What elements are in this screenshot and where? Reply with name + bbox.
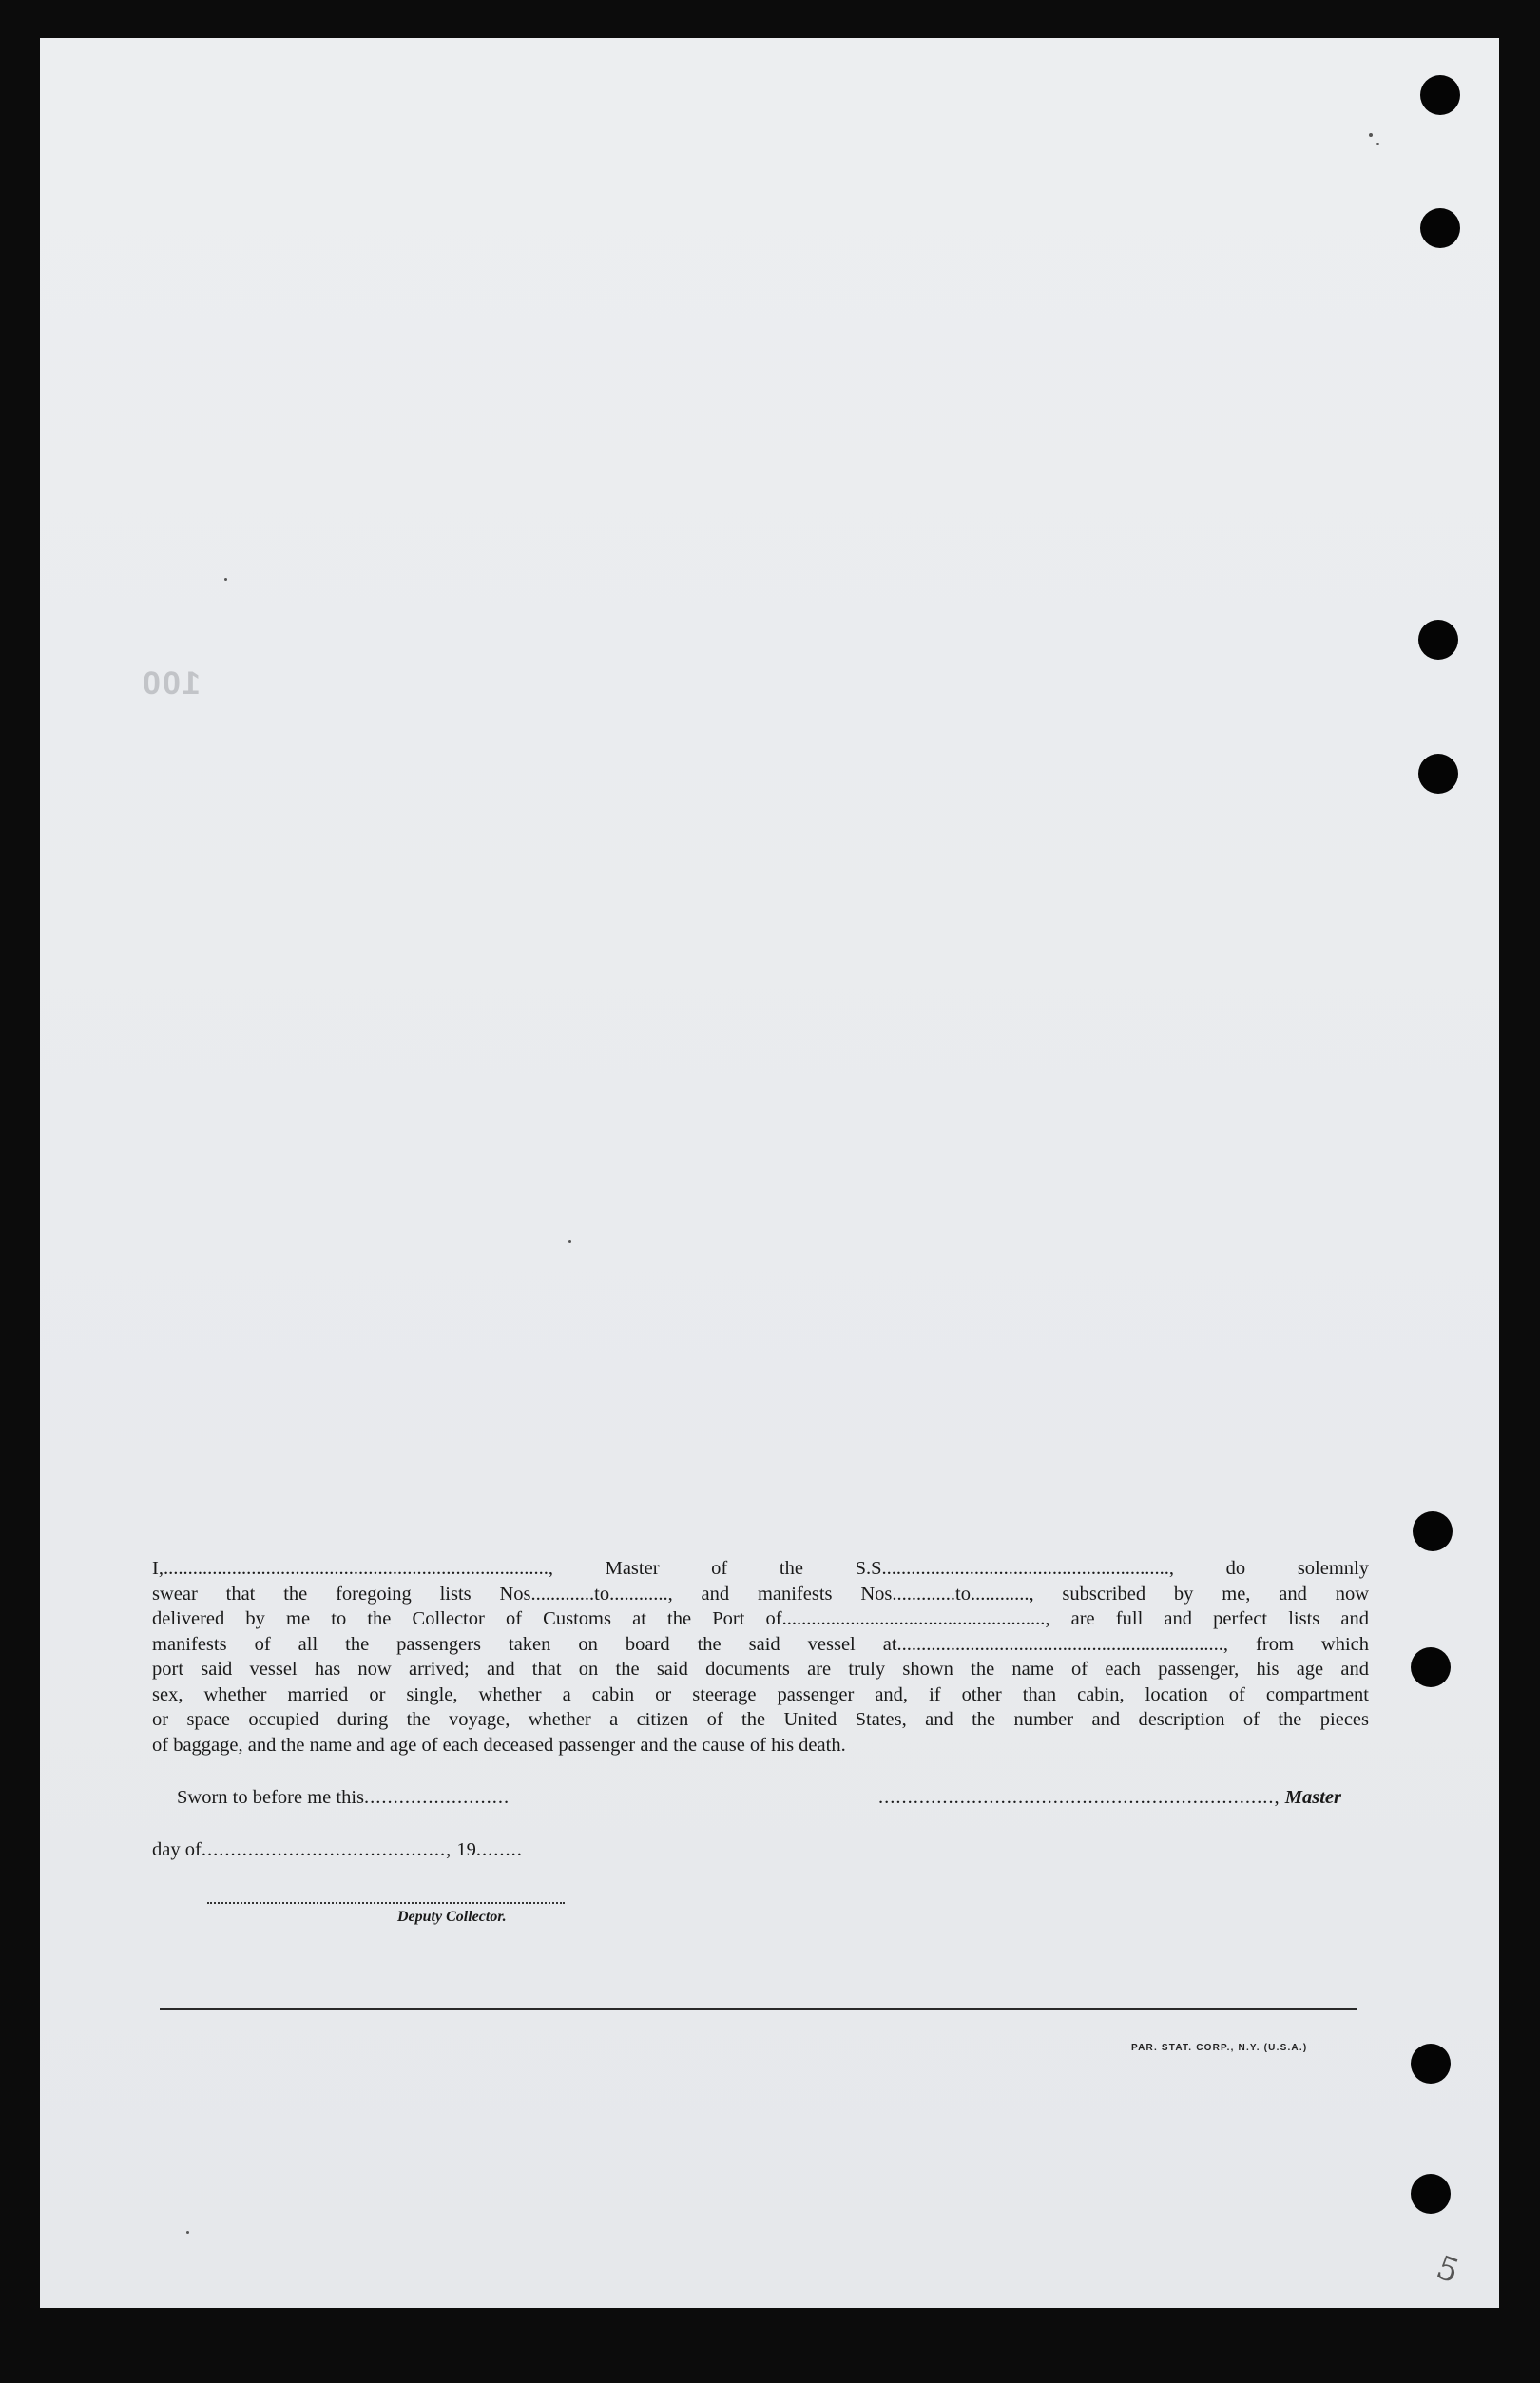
punch-hole [1413,1511,1453,1551]
oath-paragraph [152,1556,1369,1758]
punch-hole [1411,2044,1451,2084]
paper-speck [568,1240,571,1243]
master-signature-row [878,1787,1341,1809]
punch-hole [1420,75,1460,115]
deputy-collector-label: Deputy Collector. [397,1909,507,1925]
punch-hole [1418,754,1458,794]
oath-line: port said vessel has now arrived; and that on the said documents are truly shown the name of each passenger, his age and [152,1659,1369,1680]
paper-speck [224,578,227,581]
sworn-row [177,1787,510,1809]
oath-line: delivered by me to the Collector of Customs at the Port of......................................................, are full and perfect lists and [152,1608,1369,1629]
sworn-label: Sworn to before me this [177,1787,364,1808]
master-label: Master [1284,1787,1341,1808]
year-field: ........ [475,1839,523,1860]
oath-line: or space occupied during the voyage, whether a citizen of the United States, and the number and description of the pieces [152,1709,1369,1730]
paper-speck [1376,143,1379,145]
oath-line: I,..............................................................................., Master of the S.S..........................................................., do solemnly [152,1558,1369,1579]
day-row [152,1839,523,1861]
day-field: .........................................., [201,1839,452,1860]
day-label: day of [152,1839,202,1860]
oath-line: manifests of all the passengers taken on board the said vessel at..................................................................., from which [152,1633,1369,1655]
paper-speck [186,2231,189,2234]
year-prefix: 19 [456,1839,476,1860]
sworn-date-field: ......................... [364,1787,510,1808]
manifest-page [40,38,1499,2308]
master-signature-field: ...................................................................., [878,1787,1280,1808]
oath-line: swear that the foregoing lists Nos.............to............, and manifests Nos.............to............, subscribed by me, and now [152,1583,1369,1605]
punch-hole [1411,2174,1451,2214]
handwritten-page-mark: 5 [1431,2248,1464,2292]
oath-line: sex, whether married or single, whether a cabin or steerage passenger and, if other than cabin, location of compartment [152,1683,1369,1705]
bleed-through-stamp: 100 [141,665,201,701]
deputy-signature-line [207,1902,565,1904]
punch-hole [1418,620,1458,660]
oath-line: of baggage, and the name and age of each deceased passenger and the cause of his death. [152,1734,846,1756]
divider-rule [160,2008,1357,2010]
printer-imprint: PAR. STAT. CORP., N.Y. (U.S.A.) [1131,2043,1308,2053]
paper-speck [1369,133,1373,137]
punch-hole [1411,1647,1451,1687]
punch-hole [1420,208,1460,248]
